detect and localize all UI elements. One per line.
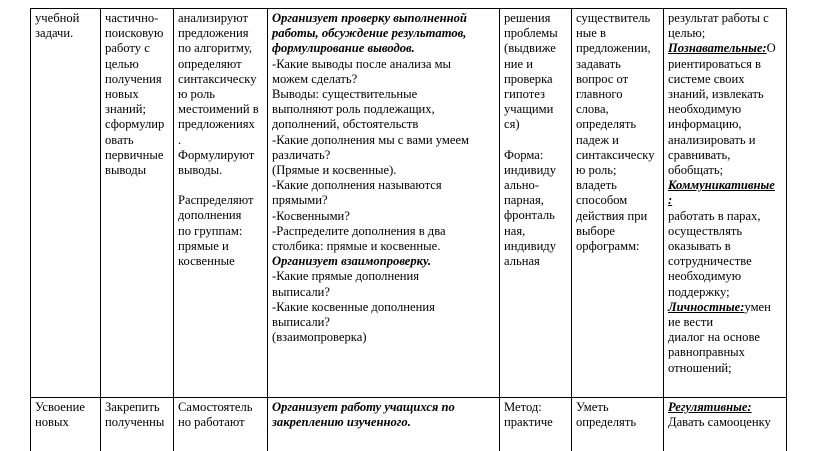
cell-line: предложении, (576, 41, 651, 56)
cell-line: падеж и (576, 132, 619, 147)
cell-line: равноправных (668, 345, 745, 360)
cell-line: сформулир (105, 117, 165, 132)
cell-method (500, 9, 572, 398)
cell-line: индивиду (504, 162, 557, 177)
cell-line: знаний; (105, 102, 147, 117)
cell-line: местоимений в (178, 102, 259, 117)
cell-line: учащими (504, 102, 554, 117)
cell-line: парная, (504, 193, 544, 208)
cell-line: сотрудничестве (668, 254, 752, 269)
cell-method (500, 398, 572, 451)
cell-heading: Организует проверку выполненной (272, 11, 467, 25)
cell-line: оказывать в (668, 239, 731, 254)
cell-line: -Какие дополнения называются (272, 178, 442, 193)
cell-line: поддержку; (668, 284, 730, 299)
cell-line: ю роль; (576, 163, 617, 178)
cell-line: выборе (576, 223, 615, 238)
cell-stage (31, 398, 101, 451)
cell-line: овать (105, 132, 134, 147)
cell-line: действия при (576, 208, 648, 223)
uud-label: : (668, 193, 673, 208)
cell-stage (31, 9, 101, 398)
cell-line: новых (35, 415, 69, 430)
cell-line: слова, (576, 102, 609, 117)
cell-line: работать в парах, (668, 208, 761, 223)
cell-goal (101, 398, 174, 451)
cell-line: фронталь (504, 208, 555, 223)
cell-line: осуществлять (668, 223, 743, 238)
table-row (31, 9, 787, 398)
cell-line: ние и (504, 56, 533, 71)
uud-label: Регулятивные: (668, 400, 752, 414)
cell-line: выводы (105, 163, 147, 178)
cell-line: способом (576, 193, 628, 208)
cell-line: -Какие прямые дополнения (272, 269, 420, 284)
cell-line: ная, (504, 223, 526, 238)
cell-line: прямые и (178, 238, 229, 253)
cell-line: получения (105, 71, 162, 86)
cell-line: определять (576, 117, 637, 132)
cell-line: выводы. (178, 163, 223, 178)
cell-line: работу с (105, 41, 150, 56)
cell-line: вопрос от (576, 71, 629, 86)
cell-line: косвенные (178, 254, 235, 269)
cell-line: (выдвиже (504, 41, 556, 56)
uud-label: Познавательные: (668, 41, 767, 56)
cell-heading: закреплению изученного. (272, 415, 411, 430)
cell-line: -Распределите дополнения в два (272, 223, 446, 238)
cell-line: Уметь (576, 400, 609, 414)
cell-subject-results (572, 398, 664, 451)
cell-line: -Какие дополнения мы с вами умеем (272, 132, 470, 147)
cell-line: владеть (576, 178, 617, 193)
cell-line: необходимую (668, 102, 742, 117)
cell-line: ально- (504, 178, 539, 193)
cell-line: главного (576, 87, 623, 102)
cell-line: риентироваться в (668, 56, 761, 71)
cell-goal (101, 9, 174, 398)
cell-line: сравнивать, (668, 147, 731, 162)
cell-line: синтаксическу (576, 147, 655, 162)
cell-line: Закрепить (105, 400, 160, 414)
cell-line: Самостоятель (178, 400, 253, 414)
cell-line: -Косвенными? (272, 208, 350, 223)
cell-line: но работают (178, 415, 245, 430)
cell-line: существитель (576, 11, 651, 25)
cell-line: . (178, 132, 182, 147)
cell-line: новых (105, 87, 139, 102)
cell-line: системе своих (668, 71, 745, 86)
cell-line: Форма: (504, 147, 544, 162)
cell-student-activity (174, 398, 268, 451)
cell-line: можем сделать? (272, 71, 358, 86)
cell-line: столбика: прямые и косвенные. (272, 239, 441, 254)
cell-line: орфограмм: (576, 239, 640, 254)
cell-line: по группам: (178, 223, 243, 238)
cell-line: по алгоритму, (178, 41, 253, 56)
cell-line: Метод: (504, 400, 542, 414)
cell-line: целью (105, 56, 139, 71)
cell-line: решения (504, 11, 551, 25)
cell-line: Усвоение (35, 400, 85, 414)
cell-heading: Организует взаимопроверку. (272, 254, 432, 269)
cell-line: выписали? (272, 315, 330, 330)
cell-line: ся) (504, 117, 520, 132)
cell-line: ные в (576, 26, 606, 41)
cell-line: проблемы (504, 26, 558, 41)
cell-line: отношений; (668, 360, 732, 375)
cell-line: анализируют (178, 11, 248, 25)
cell-teacher-activity (268, 9, 500, 398)
cell-line: различать? (272, 147, 331, 162)
cell-student-activity (174, 9, 268, 398)
cell-line: практиче (504, 415, 553, 430)
uud-label: Коммуникативные (668, 178, 775, 193)
cell-line: учебной (35, 11, 80, 25)
cell-line: Формулируют (178, 147, 255, 162)
cell-line: синтаксическу (178, 71, 257, 86)
cell-line: дополнения (178, 208, 242, 223)
uud-personal (668, 300, 782, 315)
cell-teacher-activity (268, 398, 500, 451)
cell-line: ю роль (178, 87, 216, 102)
cell-line: полученны (105, 415, 165, 430)
cell-text: умен (744, 299, 771, 314)
cell-line: -Какие выводы после анализа мы (272, 56, 451, 71)
cell-line: первичные (105, 147, 164, 162)
cell-uud (664, 398, 787, 451)
cell-uud (664, 9, 787, 398)
cell-line: -Какие косвенные дополнения (272, 299, 435, 314)
cell-line: выполняют роль подлежащих, (272, 102, 435, 117)
cell-line: ие вести (668, 315, 714, 330)
cell-line: Давать самооценку (668, 415, 771, 430)
uud-cognitive (668, 41, 782, 56)
cell-line: Распределяют (178, 193, 254, 208)
cell-subject-results (572, 9, 664, 398)
cell-line: прямыми? (272, 193, 328, 208)
cell-line: диалог на основе (668, 330, 760, 345)
cell-line: предложения (178, 26, 249, 41)
cell-heading: формулирование выводов. (272, 41, 415, 56)
cell-line: определять (576, 415, 637, 430)
cell-line: (взаимопроверка) (272, 330, 367, 345)
cell-line: альная (504, 254, 540, 269)
cell-line: дополнений, обстоятельств (272, 117, 419, 132)
cell-heading: Организует работу учащихся по (272, 400, 455, 414)
cell-line: Выводы: существительные (272, 87, 418, 102)
cell-line: предложениях (178, 117, 255, 132)
cell-line: информацию, (668, 117, 742, 132)
cell-line: знаний, извлекать (668, 87, 764, 102)
cell-heading: работы, обсуждение результатов, (272, 26, 467, 41)
cell-line: индивиду (504, 238, 557, 253)
cell-line: задачи. (35, 26, 74, 41)
cell-line: обобщать; (668, 163, 724, 178)
table-row (31, 398, 787, 451)
cell-line: гипотез (504, 87, 545, 102)
cell-line: анализировать и (668, 132, 756, 147)
cell-line: частично- (105, 11, 159, 25)
cell-line: целью; (668, 26, 706, 41)
cell-line: (Прямые и косвенные). (272, 163, 397, 178)
uud-label: Личностные: (668, 299, 745, 314)
cell-line: поисковую (105, 26, 164, 41)
lesson-plan-table (30, 8, 787, 451)
cell-line: выписали? (272, 284, 330, 299)
cell-line: определяют (178, 56, 242, 71)
cell-line: задавать (576, 56, 621, 71)
cell-line: результат работы с (668, 11, 769, 25)
cell-line: проверка (504, 71, 553, 86)
cell-text: О (766, 41, 776, 56)
cell-line: необходимую (668, 269, 742, 284)
